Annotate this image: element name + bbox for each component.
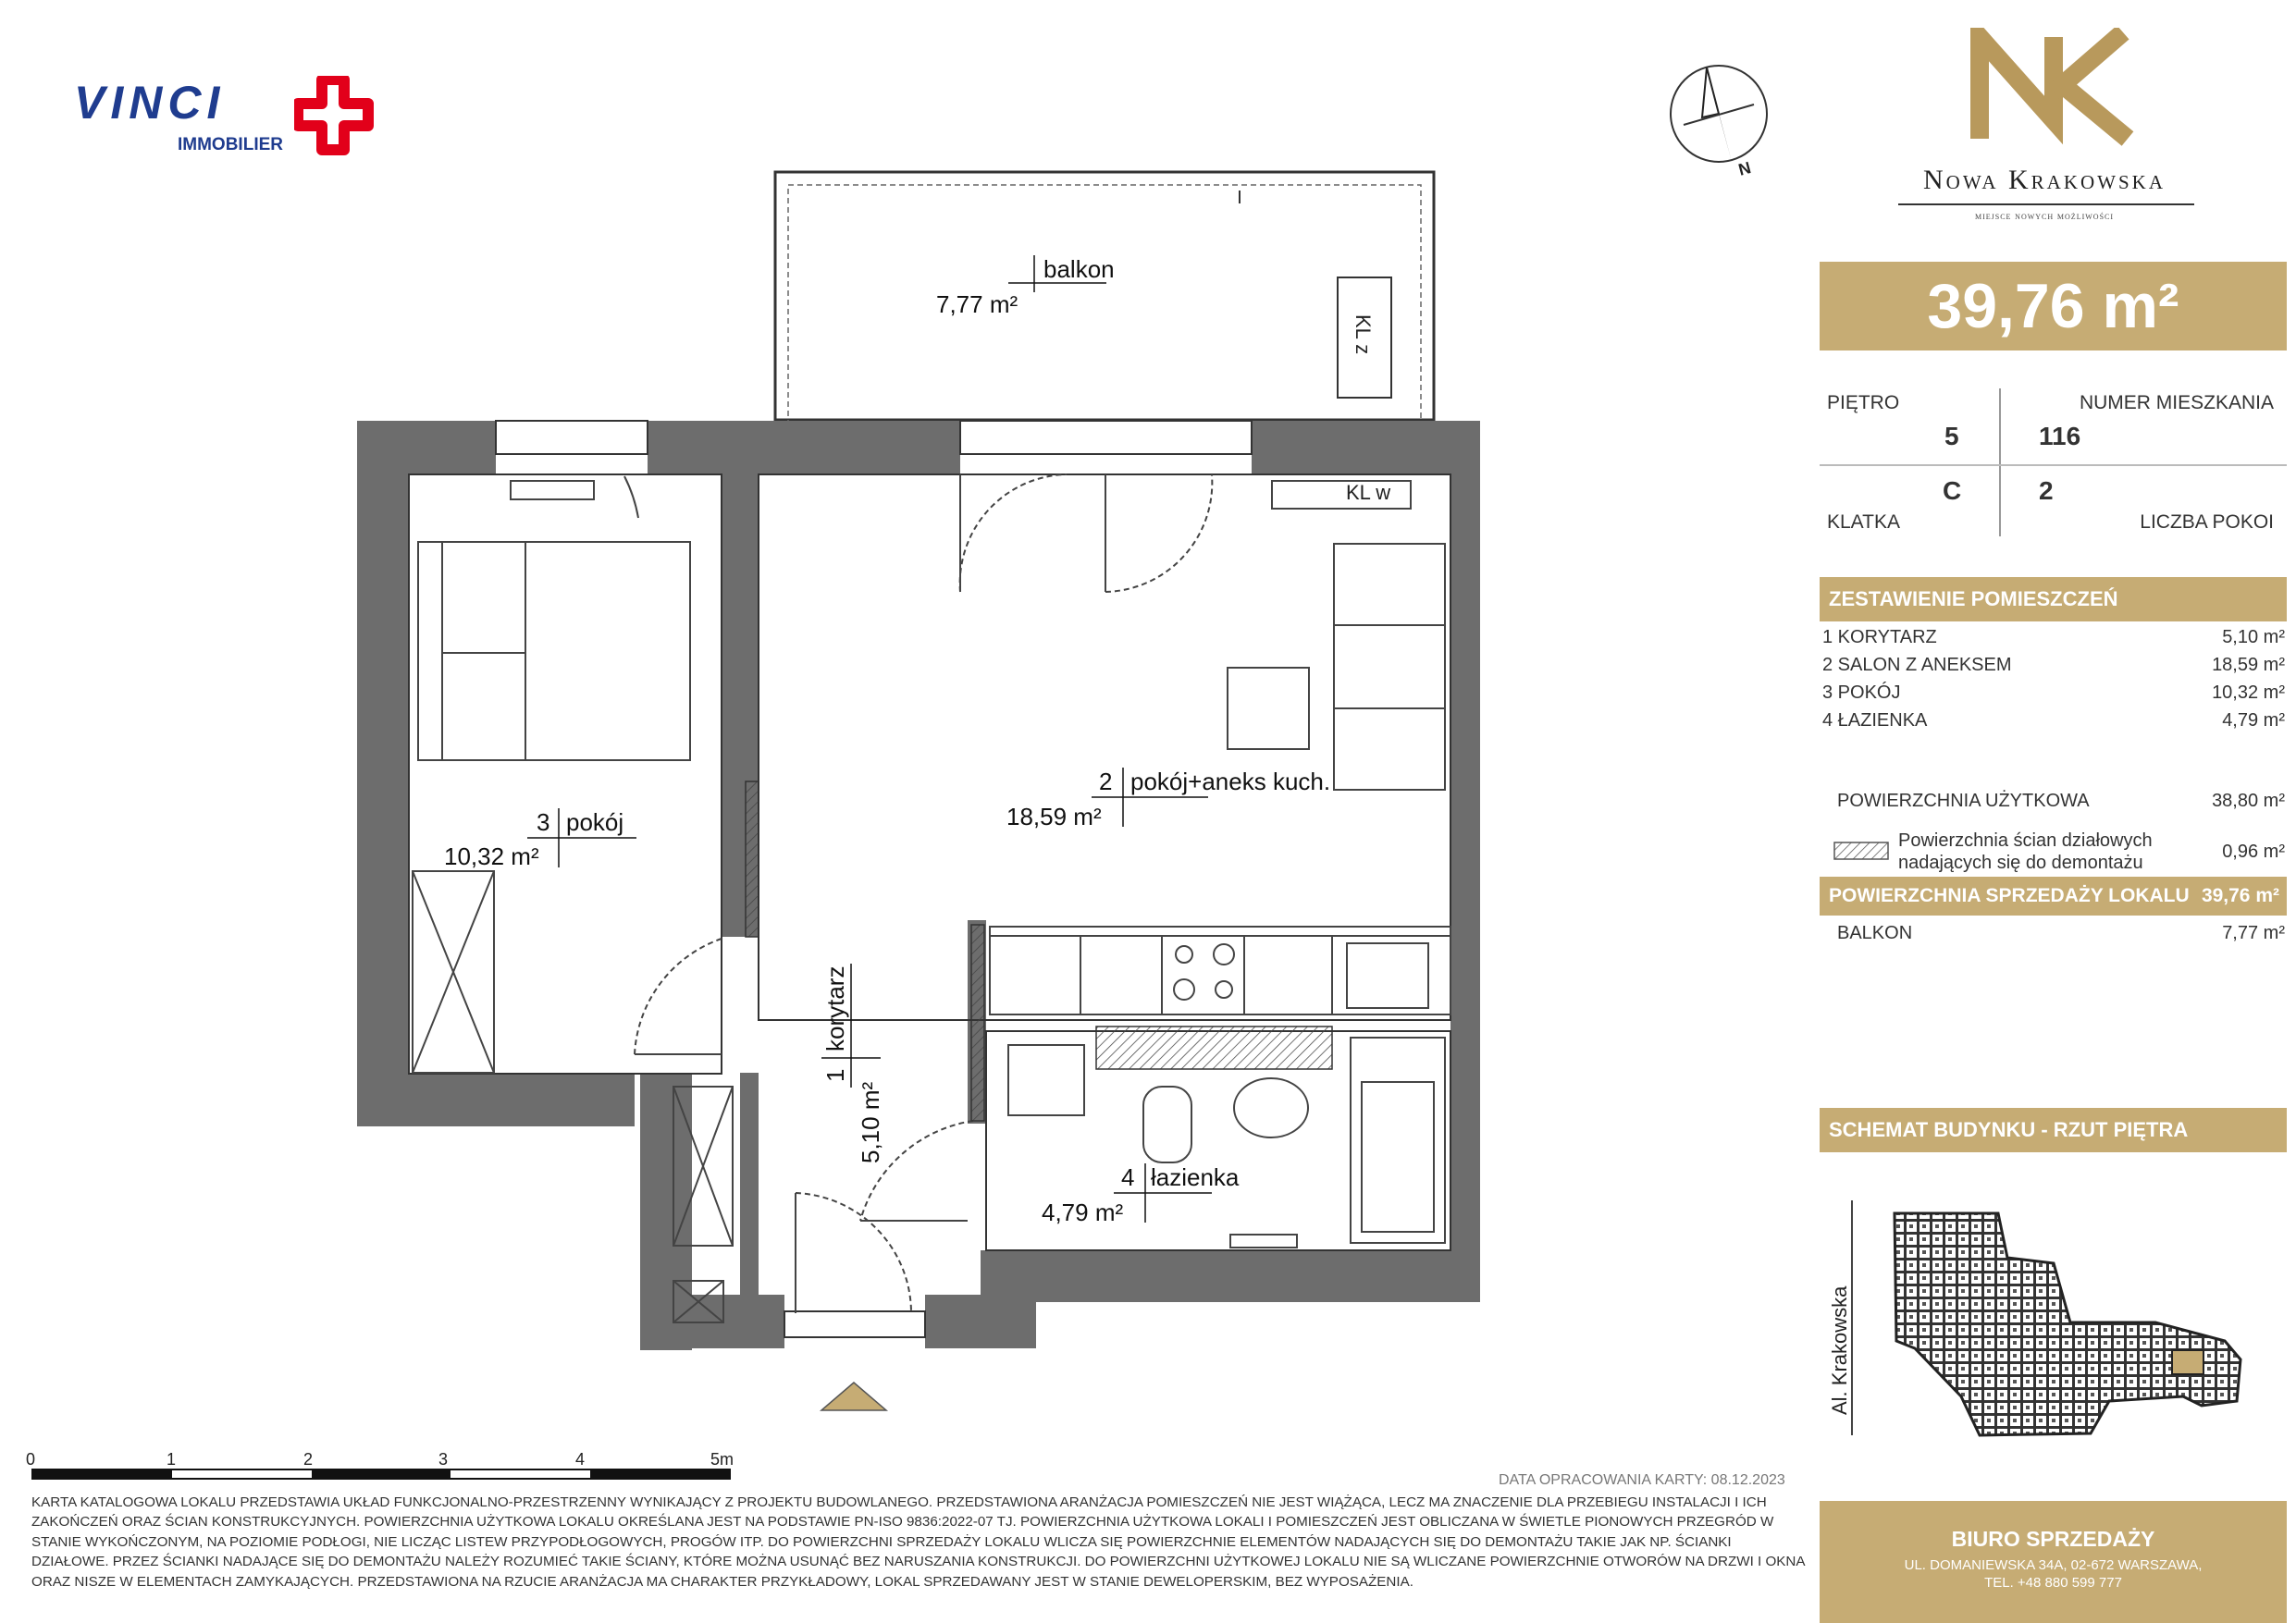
total-area-value: 39,76 m²	[1927, 271, 2179, 341]
rooms-value: 2	[2039, 476, 2054, 505]
room4-area: 4,79 m²	[1042, 1199, 1124, 1226]
sale-area-row	[1820, 877, 2287, 916]
sales-office-title: BIURO SPRZEDAŻY	[1951, 1527, 2155, 1551]
room-row-name: 1 KORYTARZ	[1822, 627, 1937, 647]
room-row	[1822, 710, 2285, 732]
compass-icon	[1665, 60, 1776, 180]
room-row	[1822, 655, 2285, 676]
rooms-summary-title: ZESTAWIENIE POMIESZCZEŃ	[1820, 577, 2287, 621]
room-row-area: 4,79 m²	[2222, 710, 2285, 731]
room2-area: 18,59 m²	[1006, 803, 1102, 830]
floor-label: PIĘTRO	[1827, 392, 1900, 413]
hatch-legend-icon	[1833, 842, 1889, 860]
balcony-name: balkon	[1043, 255, 1115, 283]
project-name: Nowa Krakowska	[1923, 165, 2166, 195]
room-row-area: 5,10 m²	[2222, 627, 2285, 647]
walls-label-2: nadających się do demontażu	[1898, 853, 2143, 873]
balcony-value: 7,77 m²	[2222, 923, 2285, 943]
room3-num: 3	[537, 808, 550, 836]
sales-office-address: UL. DOMANIEWSKA 34A, 02-672 WARSZAWA,	[1904, 1557, 2203, 1573]
windows	[496, 421, 1252, 1337]
balcony-row	[1822, 923, 2285, 944]
room-row-area: 10,32 m²	[2212, 682, 2285, 703]
info-divider-v	[1999, 388, 2001, 536]
scale-tick-label: 5m	[710, 1450, 734, 1469]
balcony-area: 7,77 m²	[936, 290, 1018, 318]
room3-name: pokój	[566, 808, 624, 836]
info-divider-h	[1820, 464, 2287, 466]
room-row	[1822, 627, 2285, 648]
staircase-value: C	[1943, 476, 1962, 505]
room1-name: korytarz	[821, 965, 849, 1051]
scale-tick-label: 0	[26, 1450, 36, 1469]
vinci-wordmark: VINCI	[74, 77, 226, 129]
room1-area: 5,10 m²	[857, 1081, 884, 1163]
balcony-klz-label: KL z	[1352, 314, 1375, 355]
usable-area-label: POWIERZCHNIA UŻYTKOWA	[1837, 791, 2090, 811]
scale-tick-label: 4	[575, 1450, 586, 1469]
project-underline	[1898, 203, 2194, 205]
room4-num: 4	[1121, 1163, 1135, 1191]
room2-num: 2	[1099, 768, 1113, 795]
schema-street-label: Al. Krakowska	[1828, 1285, 1851, 1415]
sales-office-phone: TEL. +48 880 599 777	[1984, 1575, 2122, 1591]
compass-north-label: N	[1736, 158, 1753, 179]
room-row-area: 18,59 m²	[2212, 655, 2285, 675]
date-note: DATA OPRACOWANIA KARTY: 08.12.2023	[1499, 1472, 1785, 1488]
sales-office-box	[1820, 1501, 2287, 1623]
vinci-sub: IMMOBILIER	[178, 135, 283, 154]
scale-bar	[31, 1469, 731, 1480]
scale-tick-label: 1	[167, 1450, 177, 1469]
rooms-label: LICZBA POKOI	[2140, 511, 2274, 533]
nk-monogram-icon	[1970, 28, 2146, 148]
walls-value: 0,96 m²	[2222, 842, 2285, 862]
furniture	[413, 474, 1450, 1322]
total-area-badge	[1820, 262, 2287, 350]
klw-label: KL w	[1346, 481, 1391, 504]
project-logo	[1878, 28, 2239, 231]
walls-label-1: Powierzchnia ścian działowych	[1898, 830, 2153, 851]
room3-area: 10,32 m²	[444, 842, 539, 870]
apartment-label: NUMER MIESZKANIA	[2079, 392, 2274, 413]
room2-name: pokój+aneks kuch.	[1130, 768, 1331, 795]
room1-num: 1	[821, 1068, 849, 1082]
room-row-name: 2 SALON Z ANEKSEM	[1822, 655, 2012, 675]
usable-area-row	[1822, 791, 2285, 812]
floor-value: 5	[1944, 422, 1959, 450]
room-row-name: 3 POKÓJ	[1822, 682, 1901, 703]
sale-area-label: POWIERZCHNIA SPRZEDAŻY LOKALU	[1829, 885, 2190, 906]
usable-area-value: 38,80 m²	[2212, 791, 2285, 811]
scale-tick-label: 3	[438, 1450, 449, 1469]
sale-area-value: 39,76 m²	[2201, 885, 2279, 906]
staircase-label: KLATKA	[1827, 511, 1900, 533]
room-outlines	[409, 474, 1450, 1250]
scale-tick-label: 2	[303, 1450, 314, 1469]
schema-title: SCHEMAT BUDYNKU - RZUT PIĘTRA	[1820, 1108, 2287, 1152]
disclaimer: KARTA KATALOGOWA LOKALU PRZEDSTAWIA UKŁAD FUNKCJONALNO-PRZESTRZENNY WYNIKAJĄCY Z PROJEKTU BUDOWLANEGO. PRZEDSTAWIONA ARANŻACJA POMIESZCZEŃ NIE JEST WIĄŻĄCA, LECZ MA ZNACZENIE DLA PRZEBIEGU INSTALACJI I ICH ZAKOŃCZEŃ ORAZ ŚCIAN KONSTRUKCYJNYCH. POWIERZCHNIA UŻYTKOWA LOKALU OKREŚLANA JEST NA PODSTAWIE PN-ISO 9836:2022-07 TJ. POWIERZCHNIA UŻYTKOWA LOKALI I POMIESZCZEŃ JEST OBLICZANA W ŚWIETLE PIONOWYCH PRZEGRÓD W STANIE WYKOŃCZONYM, NA POZIOMIE PODŁOGI, NIE LICZĄC LISTEW PRZYPODŁOGOWYCH, PROGÓW ITP. DO POWIERZCHNI SPRZEDAŻY LOKALU WLICZA SIĘ POWIERZCHNIE ELEMENTÓW NADAJĄCYCH SIĘ DO DEMONTAŻU TAKIE JAK NP. ŚCIANKI DZIAŁOWE. PRZEZ ŚCIANKI NADAJĄCE SIĘ DO DEMONTAŻU NALEŻY ROZUMIEĆ TAKIE ŚCIANY, KTÓRE MOŻNA USUNĄĆ BEZ NARUSZANIA KONSTRUKCJI. DO POWIERZCHNI UŻYTKOWEJ LOKALU NIE SĄ WLICZANE POWIERZCHNIE OTWORÓW NA DRZWI I OKNA ORAZ NISZE W ELEMENTACH ZAMYKAJĄCYCH. PRZEDSTAWIONA NA RZUCIE ARANŻACJA MA CHARAKTER PRZYKŁADOWY, LOKAL SPRZEDAWANY JEST W STANIE DEWELOPERSKIM, BEZ WYPOSAŻENIA.	[31, 1494, 1805, 1590]
room-row-name: 4 ŁAZIENKA	[1822, 710, 1928, 731]
balcony	[775, 172, 1434, 422]
room-row	[1822, 682, 2285, 704]
balcony-label: BALKON	[1837, 923, 1913, 943]
room4-name: łazienka	[1151, 1163, 1240, 1191]
building-schema	[1813, 1193, 2294, 1443]
apartment-value: 116	[2039, 422, 2081, 450]
info-grid	[1820, 379, 2287, 541]
project-tagline: miejsce nowych możliwości	[1974, 211, 2115, 222]
entrance-marker-icon	[821, 1383, 886, 1410]
walls-row	[1822, 830, 2285, 875]
